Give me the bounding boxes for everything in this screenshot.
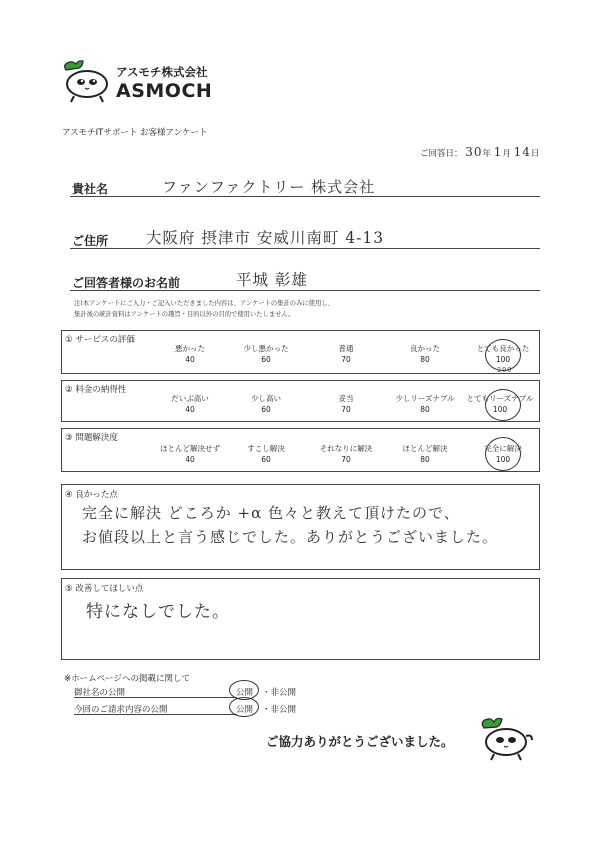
option[interactable]: だいぶ高い 40 (171, 394, 209, 414)
address-field (70, 230, 540, 249)
company-field (70, 178, 540, 197)
good-points-line-1: 完全に解決 どころか +α 色々と教えて頂けたので、 (82, 504, 460, 522)
address-label: ご住所 (72, 234, 109, 248)
section-improvements (61, 578, 540, 660)
date-day: 14 (513, 145, 531, 159)
mascot-icon (478, 716, 536, 762)
option[interactable]: すこし解決 60 (247, 444, 285, 464)
respondent-field (70, 272, 540, 291)
option[interactable]: 少し悪かった 60 (243, 344, 289, 364)
date-label: ご回答日： (420, 149, 463, 159)
homepage-title: ※ホームページへの掲載に関して (64, 674, 190, 684)
divider (74, 714, 237, 715)
section-title: ⑤ 改善してほしい点 (65, 584, 144, 594)
option[interactable]: 悪かった 40 (175, 344, 205, 364)
respondent-label: ご回答者様のお名前 (72, 276, 181, 290)
divider (74, 697, 237, 698)
section-title: ③ 問題解決度 (65, 433, 118, 443)
form-title: アスモチITサポート お客様アンケート (62, 128, 208, 138)
brand-logo (60, 60, 220, 108)
good-points-line-2: お値段以上と言う感じでした。ありがとうございました。 (82, 528, 499, 546)
option[interactable]: ほとんど解決せず 40 (160, 444, 220, 464)
section-service (61, 330, 540, 374)
section-title: ④ 良かった点 (65, 490, 118, 500)
handwritten-score: 200 (497, 366, 513, 374)
option-selected[interactable]: 完全に解決 100 (484, 444, 522, 464)
note-line-1: 注)本アンケートにご入力・ご記入いただきました内容は、アンケートの集計のみに使用し、 (74, 300, 334, 307)
option[interactable]: それなりに解決 70 (319, 444, 373, 464)
date-year-unit: 年 (482, 149, 492, 159)
section-resolution (61, 428, 540, 472)
option-selected[interactable]: とても良かった 100 (476, 344, 530, 364)
brand-name-jp: アスモチ株式会社 (116, 65, 208, 79)
answer-date (420, 145, 539, 159)
mascot-icon (60, 60, 114, 104)
invoice-publish-public[interactable]: 公開 (236, 705, 254, 715)
brand-name-en: ASMOCH (116, 80, 213, 102)
date-month: 1 (493, 145, 503, 159)
invoice-publish-private[interactable]: ・非公開 (262, 705, 297, 715)
section-good-points (61, 484, 540, 570)
company-value: ファンファクトリー 株式会社 (162, 178, 376, 196)
section-title: ① サービスの評価 (65, 335, 135, 345)
date-day-unit: 日 (530, 149, 540, 159)
company-publish-private[interactable]: ・非公開 (262, 688, 297, 698)
selection-circle (229, 697, 259, 717)
option[interactable]: 少し高い 60 (251, 394, 281, 414)
company-publish-label: 御社名の公開 (74, 688, 126, 698)
company-label: 貴社名 (72, 182, 109, 196)
option-selected[interactable]: とてもリーズナブル 100 (466, 394, 534, 414)
section-price (61, 380, 540, 422)
thanks-message: ご協力ありがとうございました。 (266, 734, 454, 749)
option[interactable]: 少しリーズナブル 80 (395, 394, 455, 414)
invoice-publish-label: 今回のご請求内容の公開 (74, 705, 168, 715)
improvement-line-1: 特になしでした。 (86, 602, 230, 622)
respondent-value: 平城 彰雄 (236, 271, 308, 289)
option[interactable]: ほとんど解決 80 (402, 444, 448, 464)
option[interactable]: 良かった 80 (410, 344, 440, 364)
note-line-2: 集計後の統計資料はアンケートの趣旨・目的以外の目的で使用いたしません。 (74, 311, 295, 318)
section-title: ② 料金の納得性 (65, 385, 127, 395)
date-year: 30 (465, 145, 483, 159)
selection-circle (485, 437, 521, 471)
date-month-unit: 月 (502, 149, 511, 159)
selection-circle (485, 389, 521, 421)
company-publish-public[interactable]: 公開 (236, 688, 254, 698)
option[interactable]: 普通 70 (338, 344, 354, 364)
option[interactable]: 妥当 70 (338, 394, 354, 414)
address-value: 大阪府 摂津市 安威川南町 4-13 (146, 229, 385, 247)
